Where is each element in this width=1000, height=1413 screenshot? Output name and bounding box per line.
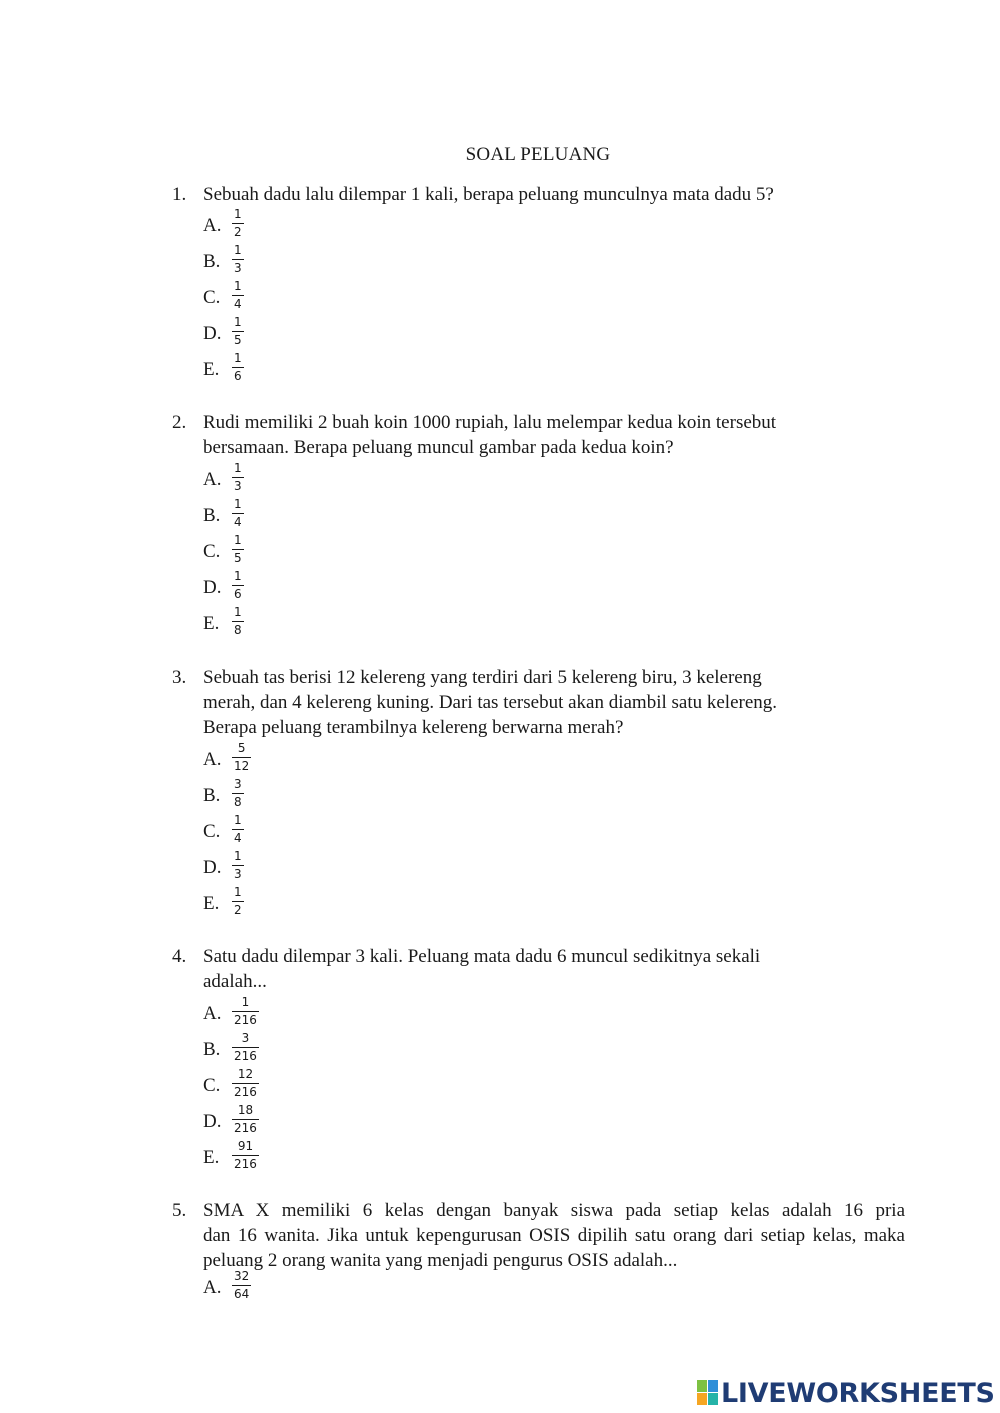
- option-d[interactable]: [203, 316, 323, 352]
- option-letter: B.: [203, 1039, 221, 1060]
- option-c[interactable]: [203, 534, 323, 570]
- question-number: 5.: [172, 1200, 187, 1221]
- fraction: 1 3: [234, 849, 242, 881]
- question-text: Rudi memiliki 2 buah koin 1000 rupiah, lalu melempar kedua koin tersebut bersamaan. Berapa peluang muncul gambar pada kedua koin?: [203, 412, 777, 458]
- question-text: Sebuah tas berisi 12 kelereng yang terdiri dari 5 kelereng biru, 3 kelereng merah, dan 4 kelereng kuning. Dari tas tersebut akan diambil satu kelereng. Berapa peluang terambilnya kelereng berwarna merah?: [203, 667, 778, 738]
- option-letter: D.: [203, 857, 222, 878]
- option-c[interactable]: [203, 280, 323, 316]
- option-letter: D.: [203, 577, 222, 598]
- option-letter: A.: [203, 469, 222, 490]
- option-c[interactable]: [203, 1068, 323, 1104]
- option-letter: E.: [203, 359, 220, 380]
- fraction: 1 5: [234, 533, 242, 565]
- option-letter: C.: [203, 821, 221, 842]
- fraction: 1 2: [234, 885, 242, 917]
- liveworksheets-logo-icon: [697, 1380, 719, 1406]
- liveworksheets-logo[interactable]: [697, 1376, 995, 1410]
- option-letter: D.: [203, 1111, 222, 1132]
- option-letter: B.: [203, 251, 221, 272]
- fraction: 91 216: [234, 1139, 257, 1171]
- option-b[interactable]: [203, 1032, 323, 1068]
- option-e[interactable]: [203, 886, 323, 922]
- fraction: 3 216: [234, 1031, 257, 1063]
- option-letter: C.: [203, 541, 221, 562]
- fraction: 5 12: [234, 741, 250, 773]
- question-number: 4.: [172, 946, 187, 967]
- fraction: 3 8: [234, 777, 242, 809]
- fraction: 1 6: [234, 569, 242, 601]
- fraction: 1 6: [234, 351, 242, 383]
- option-letter: A.: [203, 749, 222, 770]
- option-e[interactable]: [203, 1140, 323, 1176]
- option-c[interactable]: [203, 814, 323, 850]
- question-text: Sebuah dadu lalu dilempar 1 kali, berapa peluang munculnya mata dadu 5?: [203, 184, 774, 205]
- logo-text: LIVEWORKSHEETS: [721, 1377, 995, 1409]
- option-a[interactable]: [203, 996, 323, 1032]
- fraction: 12 216: [234, 1067, 257, 1099]
- option-letter: A.: [203, 1277, 222, 1298]
- option-letter: A.: [203, 215, 222, 236]
- fraction: 1 3: [234, 461, 242, 493]
- fraction: 18 216: [234, 1103, 257, 1135]
- fraction: 1 4: [234, 497, 242, 529]
- option-a[interactable]: [203, 462, 323, 498]
- option-d[interactable]: [203, 570, 323, 606]
- fraction: 1 4: [234, 813, 242, 845]
- option-letter: B.: [203, 785, 221, 806]
- page-title: SOAL PELUANG: [465, 144, 611, 165]
- fraction: 32 64: [234, 1269, 250, 1301]
- option-a[interactable]: [203, 208, 323, 244]
- fraction: 1 216: [234, 995, 257, 1027]
- question-text: Satu dadu dilempar 3 kali. Peluang mata dadu 6 muncul sedikitnya sekali adalah...: [203, 946, 761, 992]
- option-d[interactable]: [203, 850, 323, 886]
- option-e[interactable]: [203, 606, 323, 642]
- option-letter: C.: [203, 1075, 221, 1096]
- option-b[interactable]: [203, 778, 323, 814]
- fraction: 1 3: [234, 243, 242, 275]
- option-b[interactable]: [203, 244, 323, 280]
- question-number: 1.: [172, 184, 187, 205]
- fraction: 1 8: [234, 605, 242, 637]
- question-text: SMA X memiliki 6 kelas dengan banyak siswa pada setiap kelas adalah 16 pria dan 16 wanita. Jika untuk kepengurusan OSIS dipilih satu orang dari setiap kelas, maka peluang 2 orang wanita yang menjadi pengurus OSIS adalah...: [203, 1200, 905, 1271]
- fraction: 1 2: [234, 207, 242, 239]
- question-number: 3.: [172, 667, 187, 688]
- option-letter: B.: [203, 505, 221, 526]
- option-e[interactable]: [203, 352, 323, 388]
- option-a[interactable]: [203, 742, 323, 778]
- fraction: 1 4: [234, 279, 242, 311]
- option-a[interactable]: [203, 1270, 323, 1306]
- fraction: 1 5: [234, 315, 242, 347]
- option-letter: E.: [203, 613, 220, 634]
- option-letter: D.: [203, 323, 222, 344]
- option-d[interactable]: [203, 1104, 323, 1140]
- question-number: 2.: [172, 412, 187, 433]
- option-letter: E.: [203, 893, 220, 914]
- option-letter: C.: [203, 287, 221, 308]
- option-letter: A.: [203, 1003, 222, 1024]
- option-b[interactable]: [203, 498, 323, 534]
- option-letter: E.: [203, 1147, 220, 1168]
